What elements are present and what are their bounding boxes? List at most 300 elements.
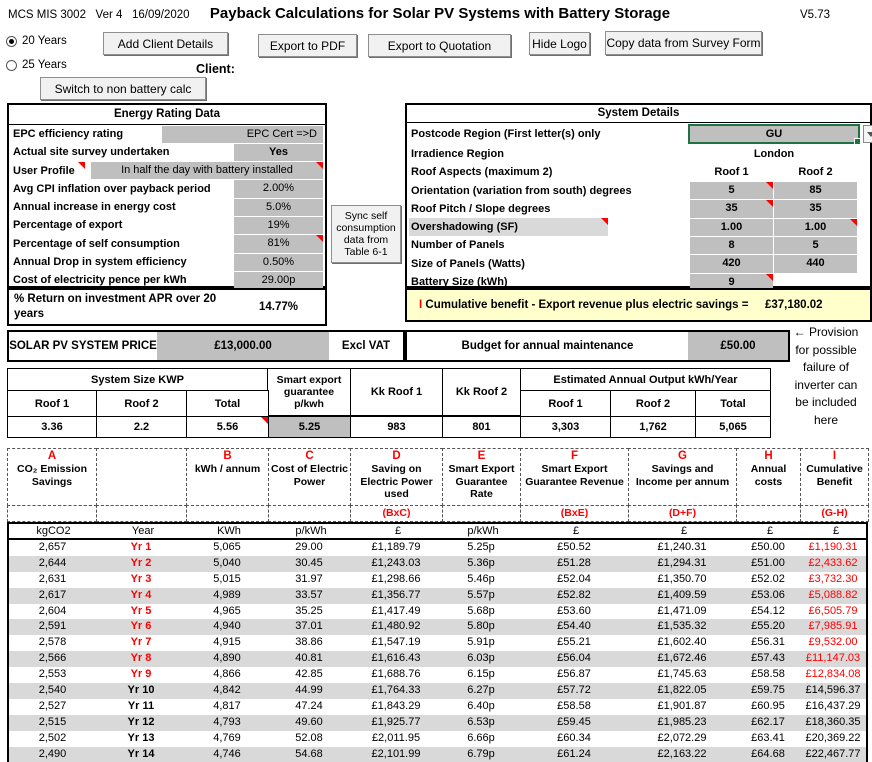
- value-cell: £1,535.32: [657, 620, 707, 633]
- value-cell: 6.40p: [467, 699, 495, 712]
- hide-logo-button[interactable]: Hide Logo: [529, 32, 590, 55]
- value-cell: £16,437.29: [805, 699, 861, 712]
- value-cell: 31.97: [295, 572, 323, 585]
- value-cell: 5,065: [213, 541, 241, 553]
- cpi-inflation-label: Avg CPI inflation over payback period: [13, 182, 211, 195]
- value-cell: 2,540: [38, 684, 67, 697]
- value-cell: 2,617: [38, 588, 67, 601]
- system-detail-rows: [407, 182, 870, 292]
- value-cell: £1,822.05: [657, 684, 707, 697]
- value-cell: 4,746: [213, 747, 241, 760]
- roof-aspects-label: Roof Aspects (maximum 2): [411, 166, 553, 179]
- budget-value[interactable]: £50.00: [688, 332, 788, 360]
- user-profile-value[interactable]: In half the day with battery installed: [91, 162, 323, 179]
- column-header-A: [7, 448, 96, 522]
- comment-indicator: [850, 219, 857, 226]
- value-cell: £57.43: [751, 652, 785, 665]
- sync-self-consumption-button[interactable]: [331, 205, 401, 263]
- orientation-roof1-value[interactable]: 5: [690, 182, 773, 199]
- column-description: Smart Export: [448, 463, 515, 475]
- column-letter: I: [832, 450, 837, 462]
- value-cell: £60.34: [557, 731, 591, 744]
- column-formula: [7, 505, 97, 522]
- battery-size-roof1-value[interactable]: 9: [690, 274, 773, 291]
- kk-roof2-value: 801: [442, 416, 521, 438]
- column-description: Smart Export: [541, 463, 608, 475]
- radio-20-years[interactable]: [6, 35, 67, 47]
- column-formula: [442, 505, 521, 522]
- table-row: [9, 747, 866, 762]
- unit-label: kgCO2: [36, 525, 71, 537]
- value-cell: £7,985.91: [808, 620, 858, 633]
- postcode-row: [407, 123, 870, 145]
- value-cell: 5.57p: [467, 588, 495, 601]
- postcode-dropdown-button[interactable]: [863, 125, 872, 143]
- output-roof1-value: 3,303: [520, 416, 611, 438]
- radio-25-years[interactable]: [6, 59, 67, 71]
- annual-efficiency-drop-value[interactable]: 0.50%: [234, 254, 323, 271]
- percentage-self-consumption-value[interactable]: 81%: [234, 235, 323, 252]
- column-header-year: [96, 448, 186, 522]
- client-label: Client:: [196, 62, 235, 76]
- column-formula: [186, 505, 269, 522]
- value-cell: 5,040: [213, 556, 241, 569]
- value-cell: 4,769: [213, 731, 241, 744]
- column-letter: C: [305, 450, 314, 462]
- copy-survey-data-button[interactable]: Copy data from Survey Form: [605, 31, 762, 55]
- site-survey-value[interactable]: Yes: [234, 144, 323, 161]
- value-cell: £1,688.76: [371, 668, 421, 681]
- epc-efficiency-rating-value[interactable]: EPC Cert =>D: [162, 126, 323, 143]
- value-cell: £2,011.95: [371, 731, 421, 744]
- sync-button-line: consumption: [336, 222, 396, 234]
- roof-pitch-roof2-value[interactable]: 35: [774, 200, 857, 217]
- roof-pitch-roof1-value[interactable]: 35: [690, 200, 773, 217]
- value-cell: £1,243.03: [371, 556, 421, 569]
- column-header-box: [628, 448, 737, 506]
- year-cell: Yr 5: [130, 604, 152, 617]
- value-cell: 4,940: [213, 620, 241, 633]
- value-cell: £3,732.30: [808, 572, 858, 585]
- value-cell: 2,644: [38, 556, 67, 569]
- panel-size-label: Size of Panels (Watts): [411, 257, 525, 270]
- value-cell: 2,591: [38, 620, 67, 633]
- size-roof2-value: 2.2: [96, 416, 187, 438]
- value-cell: 4,915: [213, 636, 241, 649]
- value-cell: 2,604: [38, 604, 67, 617]
- year-cell: Yr 9: [130, 668, 152, 681]
- column-letter: [97, 450, 186, 463]
- value-cell: £53.60: [557, 604, 591, 617]
- year-cell: Yr 3: [130, 572, 152, 585]
- radio-25-years-label: 25 Years: [22, 59, 67, 71]
- output-roof2-value: 1,762: [610, 416, 696, 438]
- value-cell: £2,433.62: [808, 556, 858, 569]
- year-cell: Yr 4: [130, 588, 152, 601]
- unit-label: £: [680, 525, 688, 537]
- value-cell: £14,596.37: [805, 684, 861, 697]
- column-description: Cumulative: [806, 463, 863, 475]
- sync-button-line: Sync self: [344, 210, 388, 222]
- column-header-box: [7, 448, 97, 506]
- postcode-label: Postcode Region (First letter(s) only: [411, 128, 601, 140]
- main-table-headers: [7, 448, 868, 522]
- roof-aspects-row: [407, 163, 870, 181]
- system-price-label: SOLAR PV SYSTEM PRICE: [9, 340, 157, 352]
- battery-size-label: Battery Size (kWh): [411, 276, 508, 289]
- radio-25-years-icon[interactable]: [6, 60, 17, 71]
- value-cell: £1,298.66: [371, 572, 421, 585]
- excl-vat-label: Excl VAT: [341, 340, 391, 352]
- value-cell: £18,360.35: [805, 715, 861, 728]
- output-total-value: 5,065: [695, 416, 771, 438]
- column-header-box: [520, 448, 629, 506]
- column-description: Annual costs: [750, 463, 787, 488]
- column-description: CO₂ Emission: [16, 463, 87, 475]
- table-row: [9, 635, 866, 651]
- kk-roof1-header: Kk Roof 1: [350, 368, 443, 416]
- energy-cost-increase-label: Annual increase in energy cost: [13, 201, 176, 214]
- column-letter: G: [678, 450, 687, 462]
- value-cell: 6.15p: [467, 668, 495, 681]
- epc-efficiency-rating-row: [9, 125, 325, 143]
- column-header-I: [800, 448, 868, 522]
- overshadowing-roof1-value[interactable]: 1.00: [690, 219, 773, 236]
- value-cell: £1,547.19: [371, 636, 421, 649]
- table-row: [9, 540, 866, 556]
- table-row: [9, 651, 866, 667]
- value-cell: 37.01: [295, 620, 323, 633]
- value-cell: £52.04: [557, 572, 591, 585]
- site-survey-label: Actual site survey undertaken: [13, 146, 170, 159]
- value-cell: 2,578: [38, 636, 67, 649]
- value-cell: 2,490: [38, 747, 67, 760]
- column-description: Saving on: [371, 463, 422, 475]
- main-table-units-row: [7, 522, 868, 540]
- value-cell: £20,369.22: [805, 731, 861, 744]
- column-header-box: [96, 448, 187, 506]
- user-profile-row: [9, 162, 325, 180]
- switch-calc-button[interactable]: Switch to non battery calc: [40, 77, 206, 100]
- panel-size-roof2-value[interactable]: 440: [774, 255, 857, 272]
- output-roof2-header: Roof 2: [610, 390, 696, 417]
- value-cell: 54.68: [295, 747, 323, 760]
- panel-size-row: [407, 255, 870, 273]
- energy-rating-title: Energy Rating Data: [9, 105, 325, 125]
- size-total-value: [186, 416, 269, 438]
- size-roof2-header: Roof 2: [96, 390, 187, 417]
- provision-note: [780, 324, 872, 429]
- value-cell: 52.08: [295, 731, 323, 744]
- value-cell: £56.31: [751, 636, 785, 649]
- column-header-E: [442, 448, 520, 522]
- value-cell: £62.17: [751, 715, 785, 728]
- column-formula: (D+F): [628, 505, 737, 522]
- value-cell: £58.58: [557, 699, 591, 712]
- value-cell: 4,842: [213, 684, 241, 697]
- export-to-pdf-button[interactable]: Export to PDF: [258, 34, 357, 57]
- percentage-export-value[interactable]: 19%: [234, 217, 323, 234]
- value-cell: 33.57: [295, 588, 323, 601]
- number-of-panels-roof2-value[interactable]: 5: [774, 237, 857, 254]
- column-description: kWh / annum: [194, 463, 261, 475]
- value-cell: £1,764.33: [371, 684, 421, 697]
- value-cell: 35.25: [295, 604, 323, 617]
- column-letter: A: [47, 450, 57, 462]
- table-row: [9, 619, 866, 635]
- percentage-self-consumption-label: Percentage of self consumption: [13, 237, 180, 250]
- note-line: ← Provision: [793, 325, 859, 339]
- value-cell: £1,189.79: [371, 541, 421, 553]
- value-cell: £1,294.31: [657, 556, 707, 569]
- column-header-box: [350, 448, 443, 506]
- value-cell: 5.80p: [467, 620, 495, 633]
- value-cell: £54.12: [751, 604, 785, 617]
- smart-export-guarantee-header: Smart export guarantee p/kwh: [267, 368, 351, 416]
- cumulative-benefit-box: [405, 288, 872, 322]
- value-cell: £1,616.43: [371, 652, 421, 665]
- note-line: for possible: [795, 342, 857, 357]
- value-cell: £61.24: [557, 747, 591, 760]
- export-to-quotation-button[interactable]: Export to Quotation: [368, 34, 511, 57]
- value-cell: 6.66p: [467, 731, 495, 744]
- annual-efficiency-drop-label: Annual Drop in system efficiency: [13, 256, 187, 269]
- roi-value: 14.77%: [258, 301, 298, 313]
- cumulative-benefit-text: Cumulative benefit - Export revenue plus electric savings =: [422, 299, 749, 311]
- electricity-cost-row: [9, 271, 325, 289]
- note-line: be included: [795, 395, 857, 409]
- column-description: Guarantee: [455, 475, 508, 488]
- energy-cost-increase-value[interactable]: 5.0%: [234, 199, 323, 216]
- value-cell: 4,890: [213, 652, 241, 665]
- value-cell: £59.45: [557, 715, 591, 728]
- value-cell: £53.06: [751, 588, 785, 601]
- value-cell: £9,532.00: [808, 636, 858, 649]
- column-header-C: [268, 448, 350, 522]
- table-row: [9, 683, 866, 699]
- value-cell: 4,793: [213, 715, 241, 728]
- value-cell: 6.27p: [467, 684, 495, 697]
- overshadowing-row: [407, 218, 870, 236]
- value-cell: 40.81: [295, 652, 323, 665]
- year-cell: Yr 7: [130, 636, 152, 649]
- table-row: [9, 699, 866, 715]
- electricity-cost-label: Cost of electricity pence per kWh: [13, 274, 187, 287]
- column-description: Guarantee Revenue: [525, 475, 624, 488]
- radio-20-years-icon[interactable]: [6, 36, 17, 47]
- table-row: [9, 572, 866, 588]
- comment-indicator: [601, 218, 608, 225]
- value-cell: 2,657: [38, 541, 67, 553]
- smart-export-guarantee-value[interactable]: 5.25: [268, 416, 351, 438]
- comment-indicator: [316, 162, 323, 169]
- value-cell: £64.68: [751, 747, 785, 760]
- column-header-B: [186, 448, 268, 522]
- table-row: [9, 556, 866, 572]
- value-cell: 30.45: [295, 556, 323, 569]
- cumulative-benefit-value: £37,180.02: [765, 299, 823, 311]
- value-cell: £1,925.77: [371, 715, 421, 728]
- irradience-row: [407, 145, 870, 163]
- size-roof1-header: Roof 1: [7, 390, 97, 417]
- column-description: Benefit: [816, 475, 853, 488]
- value-cell: 4,817: [213, 699, 241, 712]
- column-description: Savings and: [651, 463, 714, 475]
- add-client-details-button[interactable]: Add Client Details: [103, 32, 228, 55]
- orientation-roof2-value[interactable]: 85: [774, 182, 857, 199]
- value-cell: £55.21: [557, 636, 591, 649]
- year-cell: Yr 6: [130, 620, 152, 633]
- table-row: [9, 731, 866, 747]
- year-cell: Yr 14: [127, 747, 155, 760]
- sync-button-line: Table 6-1: [344, 246, 388, 258]
- value-cell: 5,015: [213, 572, 241, 585]
- energy-rating-rows: [9, 125, 325, 290]
- system-price-value[interactable]: £13,000.00: [157, 332, 329, 360]
- comment-indicator: [316, 235, 323, 242]
- column-header-G: [628, 448, 736, 522]
- epc-efficiency-rating-label: EPC efficiency rating: [13, 128, 124, 140]
- column-formula: (BxC): [350, 505, 443, 522]
- value-cell: £56.04: [557, 652, 591, 665]
- postcode-region-cell[interactable]: GU: [688, 124, 860, 144]
- page-title: Payback Calculations for Solar PV Systems with Battery Storage: [209, 5, 671, 22]
- value-cell: £1,240.31: [657, 541, 707, 553]
- value-cell: £2,101.99: [371, 747, 421, 760]
- energy-cost-increase-row: [9, 198, 325, 216]
- main-table-body: [7, 540, 868, 762]
- panel-size-roof1-value[interactable]: 420: [690, 255, 773, 272]
- value-cell: 5.46p: [467, 572, 495, 585]
- value-cell: £12,834.08: [805, 668, 861, 681]
- value-cell: £22,467.77: [805, 747, 861, 760]
- percentage-export-row: [9, 216, 325, 234]
- kk-roof1-value: 983: [350, 416, 443, 438]
- value-cell: 6.53p: [467, 715, 495, 728]
- comment-indicator: [766, 200, 773, 207]
- number-of-panels-roof1-value[interactable]: 8: [690, 237, 773, 254]
- note-line: inverter can: [794, 377, 858, 392]
- year-cell: Yr 1: [130, 541, 152, 553]
- chevron-down-icon: [867, 132, 872, 137]
- column-header-box: [268, 448, 351, 506]
- value-cell: £58.58: [751, 668, 785, 681]
- value-cell: £52.02: [751, 572, 785, 585]
- column-formula: [96, 505, 187, 522]
- column-formula: [736, 505, 801, 522]
- output-table-title: Estimated Annual Output kWh/Year: [520, 368, 771, 391]
- unit-label: p/kWh: [467, 525, 499, 537]
- value-cell: £6,505.79: [808, 604, 858, 617]
- value-cell: £1,480.92: [371, 620, 421, 633]
- value-cell: £52.82: [557, 588, 591, 601]
- unit-label: p/kWh: [295, 525, 327, 537]
- column-letter: E: [477, 450, 486, 462]
- radio-20-years-label: 20 Years: [22, 35, 67, 47]
- value-cell: 4,989: [213, 588, 241, 601]
- value-cell: £54.40: [557, 620, 591, 633]
- system-size-title: System Size KWP: [7, 368, 268, 391]
- version-label: V5.73: [800, 9, 831, 21]
- column-formula: (BxE): [520, 505, 629, 522]
- value-cell: £50.52: [557, 541, 591, 553]
- comment-indicator: [766, 182, 773, 189]
- system-details-title: System Details: [407, 105, 870, 123]
- year-cell: Yr 13: [127, 731, 155, 744]
- orientation-label: Orientation (variation from south) degrees: [411, 184, 632, 197]
- column-description: Electric Power: [360, 475, 433, 488]
- irradience-label: Irradience Region: [411, 148, 504, 160]
- column-description: used: [384, 488, 409, 500]
- value-cell: £5,088.82: [808, 588, 858, 601]
- value-cell: £51.00: [751, 556, 785, 569]
- percentage-export-label: Percentage of export: [13, 219, 123, 232]
- value-cell: 4,965: [213, 604, 241, 617]
- value-cell: £1,350.70: [657, 572, 707, 585]
- value-cell: 5.36p: [467, 556, 495, 569]
- value-cell: 2,566: [38, 652, 67, 665]
- number-of-panels-row: [407, 236, 870, 254]
- table-row: [9, 715, 866, 731]
- column-header-box: [186, 448, 269, 506]
- column-header-D: [350, 448, 442, 522]
- note-line: here: [813, 412, 839, 427]
- comment-indicator: [78, 162, 85, 169]
- sync-button-line: data from: [343, 234, 389, 246]
- cumulative-benefit-prefix: I: [419, 299, 423, 311]
- cpi-inflation-value[interactable]: 2.00%: [234, 180, 323, 197]
- site-survey-row: [9, 143, 325, 161]
- roof2-header: Roof 2: [798, 166, 833, 179]
- overshadowing-roof2-value[interactable]: 1.00: [774, 219, 857, 236]
- value-cell: 6.03p: [467, 652, 495, 665]
- column-letter: B: [223, 450, 232, 462]
- value-cell: £56.87: [557, 668, 591, 681]
- unit-label: £: [394, 525, 402, 537]
- value-cell: 4,866: [213, 668, 241, 681]
- value-cell: 44.99: [295, 684, 323, 697]
- comment-indicator: [261, 417, 268, 424]
- value-cell: 2,515: [38, 715, 67, 728]
- value-cell: £2,163.22: [657, 747, 707, 760]
- value-cell: 38.86: [295, 636, 323, 649]
- kk-roof2-header: Kk Roof 2: [442, 368, 521, 416]
- column-description: Rate: [470, 488, 493, 500]
- number-of-panels-label: Number of Panels: [411, 239, 505, 252]
- value-cell: £1,356.77: [371, 588, 421, 601]
- cumulative-benefit-label: [407, 299, 765, 311]
- roof-pitch-row: [407, 200, 870, 218]
- table-row: [9, 604, 866, 620]
- system-details-panel: [405, 103, 872, 288]
- value-cell: £1,409.59: [657, 588, 707, 601]
- value-cell: £1,602.40: [657, 636, 707, 649]
- roof-pitch-label: Roof Pitch / Slope degrees: [411, 202, 551, 215]
- unit-label: £: [766, 525, 774, 537]
- value-cell: £1,745.63: [657, 668, 707, 681]
- unit-label: KWh: [217, 525, 241, 537]
- user-profile-label: User Profile: [13, 162, 75, 180]
- irradience-value: London: [753, 148, 795, 160]
- roi-box: [7, 288, 327, 326]
- year-cell: Yr 8: [130, 652, 152, 665]
- column-header-box: [736, 448, 801, 506]
- value-cell: 2,553: [38, 668, 67, 681]
- column-formula: (G-H): [800, 505, 869, 522]
- unit-label: Year: [131, 525, 155, 537]
- column-letter: H: [764, 450, 773, 462]
- electricity-cost-value[interactable]: 29.00p: [234, 272, 323, 289]
